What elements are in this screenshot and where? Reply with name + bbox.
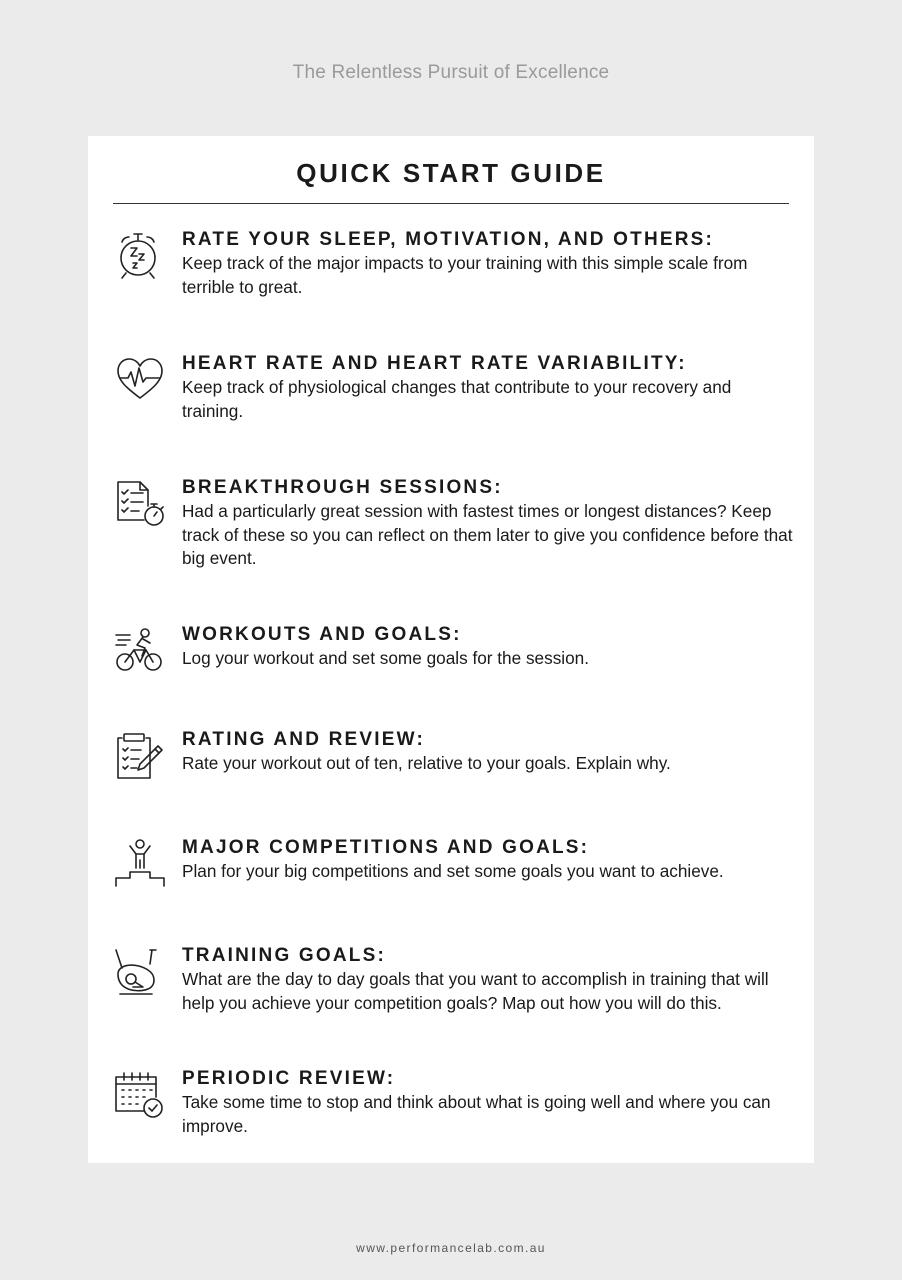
guide-title: QUICK START GUIDE [296, 158, 606, 188]
section-body: What are the day to day goals that you want to accomplish in training that will help you achieve your competition goals? Map out how you will do this. [182, 969, 769, 1013]
section-body: Log your workout and set some goals for the session. [182, 648, 589, 668]
clipboard-pencil-icon [114, 730, 166, 782]
section-heading: BREAKTHROUGH SESSIONS: [182, 477, 503, 498]
cyclist-icon [114, 625, 166, 677]
title-divider [113, 203, 789, 204]
quick-start-guide-card [88, 136, 814, 1163]
section-heading: WORKOUTS AND GOALS: [182, 624, 462, 645]
section-heading: RATING AND REVIEW: [182, 729, 425, 750]
section-body: Keep track of the major impacts to your training with this simple scale from terrible to great. [182, 253, 748, 297]
exercise-bike-icon [114, 946, 166, 998]
section-body: Rate your workout out of ten, relative to your goals. Explain why. [182, 753, 671, 773]
section-heading: RATE YOUR SLEEP, MOTIVATION, AND OTHERS: [182, 229, 715, 250]
heart-rate-icon [114, 354, 166, 406]
section-heading: TRAINING GOALS: [182, 945, 386, 966]
section-body: Had a particularly great session with fastest times or longest distances? Keep track of these so you can reflect on them later to give you confidence before that big event. [182, 501, 793, 568]
section-heading: PERIODIC REVIEW: [182, 1068, 396, 1089]
section-body: Keep track of physiological changes that contribute to your recovery and training. [182, 377, 732, 421]
page-tagline: The Relentless Pursuit of Excellence [292, 62, 610, 83]
checklist-stopwatch-icon [114, 478, 166, 530]
alarm-clock-sleep-icon [114, 230, 166, 282]
section-body: Take some time to stop and think about what is going well and where you can improve. [182, 1092, 771, 1136]
section-heading: MAJOR COMPETITIONS AND GOALS: [182, 837, 590, 858]
footer-website: www.performancelab.com.au [356, 1241, 546, 1255]
section-heading: HEART RATE AND HEART RATE VARIABILITY: [182, 353, 687, 374]
section-body: Plan for your big competitions and set some goals you want to achieve. [182, 861, 724, 881]
podium-winner-icon [114, 838, 166, 890]
calendar-check-icon [114, 1069, 166, 1121]
